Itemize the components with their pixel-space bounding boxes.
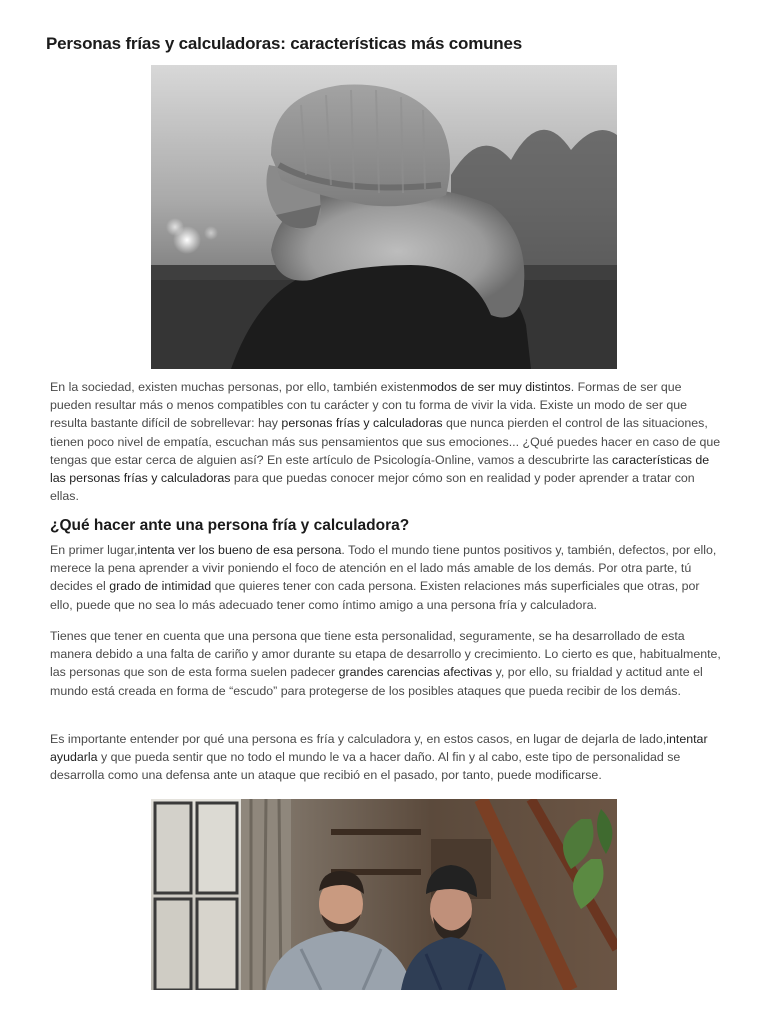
paragraph-primer-lugar [50,541,722,614]
intro-paragraph [50,378,722,505]
intro-highlight-personas: personas frías y calculadoras [281,416,443,431]
p2-text-3: que quieres tener con cada persona. Existen relaciones más superficiales que otras, por ello, puede que no sea lo más adecuado tener como íntimo amigo a una persona fría y calculadora. [50,579,700,612]
intro-text-1: En la sociedad, existen muchas personas, por ello, también existen [50,380,420,394]
intro-text-2: . Formas de ser que pueden resultar más o menos compatibles con tu carácter y con tu forma de vivir la vida. Existe un modo de ser que resulta bastante difícil de sobrellevar: hay [50,380,688,431]
two-men-talking-photo [151,799,617,990]
p3-highlight-carencias: grandes carencias afectivas [338,665,493,680]
intro-highlight-caracteristicas: características de las personas frías y calculadoras [50,452,710,486]
paragraph-ayudarla [50,730,722,785]
man-in-winter-hood-photo [151,65,617,369]
article-title: Personas frías y calculadoras: características más comunes [46,34,522,53]
intro-highlight-modos: modos de ser muy distintos [419,380,571,394]
p3-text-2: y, por ello, su frialdad y actitud ante el mundo está creada en forma de “escudo” para protegerse de los posibles ataques que pueda recibir de los demás. [50,665,703,698]
p2-text-2: . Todo el mundo tiene puntos positivos y, también, defectos, por ello, merece la pena aprender a vivir poniendo el foco de atención en el lado más amable de los demás. Por otra parte, tú decides el [50,543,717,594]
p4-highlight-ayudarla: intentar ayudarla [50,732,708,765]
p3-text-1: Tienes que tener en cuenta que una persona que tiene esta personalidad, seguramente, se ha desarrollado de esta manera debido a una falta de cariño y amor durante su etapa de desarrollo y crecimiento. Lo cierto es que, habitualmente, las personas que son de esta forma suelen padecer [50,629,721,680]
intro-text-3: que nunca pierden el control de las situaciones, tienen poco nivel de empatía, escuchan más sus pensamientos que sus emociones... ¿Qué puedes hacer en caso de que tengas que estar cerca de alguien así? En este artículo de Psicología-Online, vamos a descubrirte las [50,416,721,467]
p2-highlight-grado: grado de intimidad [109,579,212,594]
paragraph-personalidad [50,627,722,700]
p4-text-1: Es importante entender por qué una persona es fría y calculadora y, en estos casos, en lugar de dejarla de lado, [50,732,667,746]
p2-highlight-intenta: intenta ver los bueno de esa persona [137,543,342,557]
p4-text-2: y que pueda sentir que no todo el mundo le va a hacer daño. Al fin y al cabo, este tipo de personalidad se desarrolla como una defensa ante un ataque que recibió en el pasado, por tanto, puede modificarse. [50,750,681,783]
p2-text-1: En primer lugar, [50,543,138,557]
intro-text-4: para que puedas conocer mejor cómo son en realidad y poder aprender a tratar con ellas. [50,471,695,504]
section-heading: ¿Qué hacer ante una persona fría y calculadora? [50,517,410,534]
